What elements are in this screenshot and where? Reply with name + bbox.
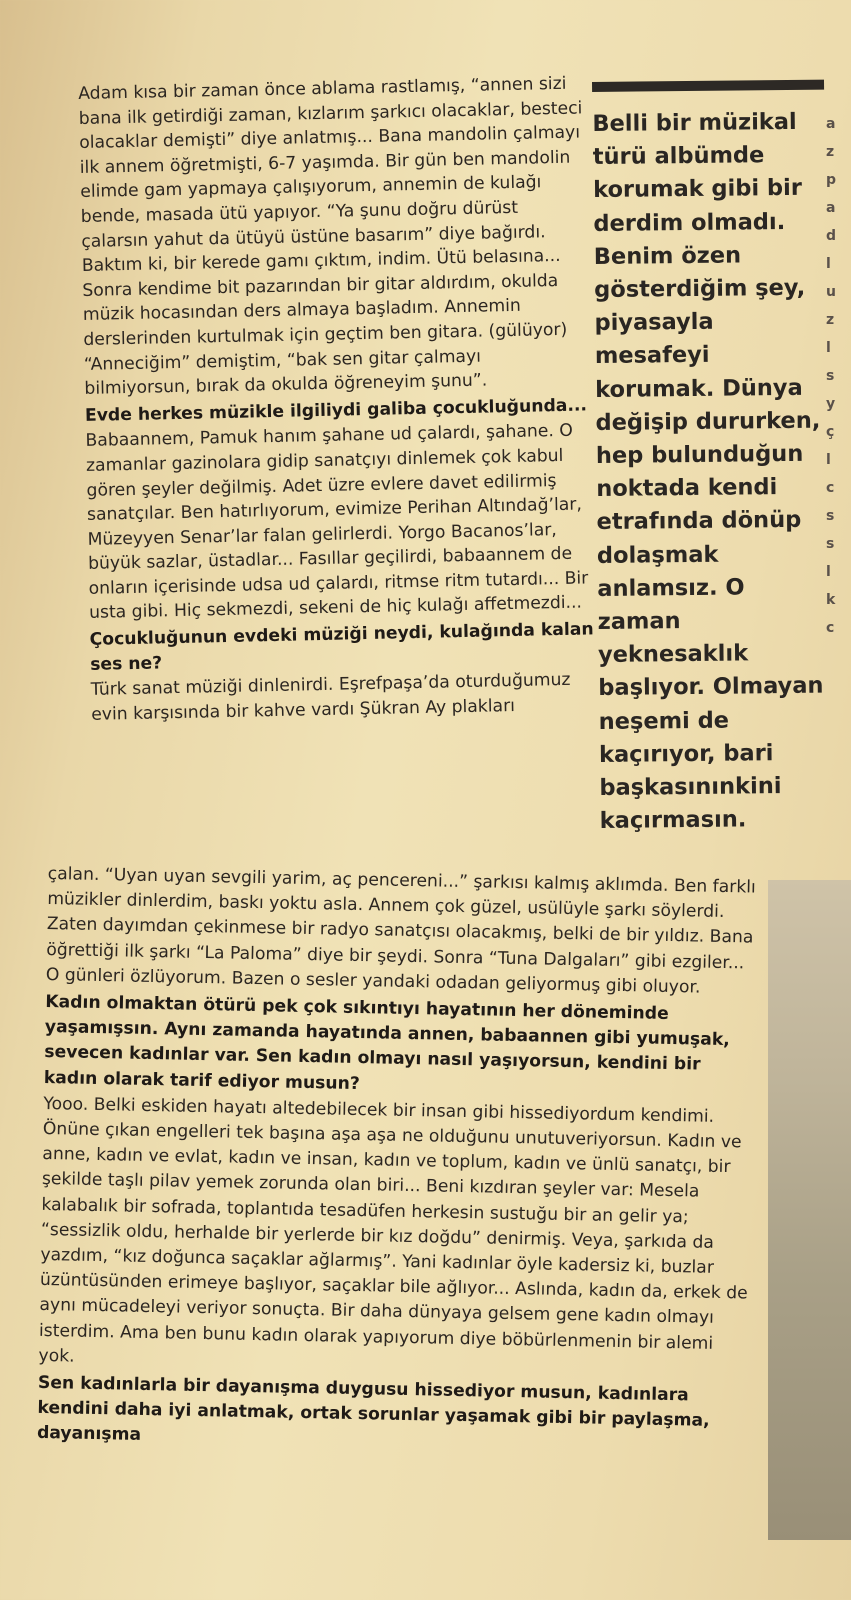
pull-quote — [592, 80, 832, 839]
edge-char: y — [826, 396, 836, 412]
edge-char: z — [826, 144, 835, 160]
side-photo — [768, 880, 851, 1540]
edge-char: a — [826, 116, 836, 132]
paragraph-grandmother: Babaannem, Pamuk hanım şahane ud çalardı, şahane. O zamanlar gazinolara gidip sanatçıyı dinlemek çok kabul gören şeyler değilmiş. Adet üzre evlere davet edilirmiş sanatçılar. Ben hatırlıyorum, evimize Perihan Altındağ’lar, Müzeyyen Senar’lar falan gelirlerdi. Yorgo Bacanos’lar, büyük sazlar, üstadlar... Fasıllar geçilirdi, babaannem de onların içerisinde udsa ud çalardı, ritmse ritm tutardı... Bir usta gibi. Hiç sekmezdi, sekeni de hiç kulağı affetmezdi... — [85, 421, 589, 624]
edge-char: c — [826, 480, 835, 496]
edge-char: s — [826, 536, 835, 552]
edge-char: ç — [826, 424, 835, 440]
edge-char: c — [826, 620, 835, 636]
paragraph-childhood-music-cont: çalan. “Uyan uyan sevgili yarim, aç pencereni...” şarkısı kalmış aklımda. Ben farklı müzikler dinlerdim, baskı yoktu asla. Annem çok güzel, usülüyle şarkı söylerdi. Zaten dayımdan çekinmese bir radyo sanatçısı olacakmış, belki de bir yıldız. Bana öğrettiği ilk şarkı “La Paloma” diye bir şeydi. Sonra “Tuna Dalgaları” gibi ezgiler... O günleri özlüyorum. Bazen o sesler yandaki odadan geliyormuş gibi oluyor. — [45, 863, 756, 998]
edge-char: s — [826, 508, 835, 524]
interview-question-4: Sen kadınlarla bir dayanışma duygusu hissediyor musun, kadınlara kendini daha iyi anlatmak, ortak sorunlar yaşamak gibi bir paylaşma, dayanışma — [36, 1372, 710, 1446]
edge-char: k — [826, 592, 836, 608]
edge-char: l — [826, 256, 831, 272]
edge-char: a — [826, 200, 836, 216]
pull-quote-text: Belli bir müzikal türü albümde korumak gibi bir derdim olmadı. Benim özen gösterdiğim şey, piyasayla mesafeyi korumak. Dünya değişip dururken, hep bulunduğun noktada kendi etrafında dönüp dolaşmak anlamsız. O zaman yeknesaklık başlıyor. Olmayan neşemi de kaçırıyor, bari başkasınınkini kaçırmasın. — [592, 108, 824, 835]
pull-quote-rule — [592, 80, 824, 92]
interview-question-3: Kadın olmaktan ötürü pek çok sıkıntıyı hayatının her döneminde yaşamışsın. Aynı zamanda hayatında annen, babaannen gibi yumuşak, sevecen kadınlar var. Sen kadın olmayı nasıl yaşıyorsun, kendini bir kadın olarak tarif ediyor musun? — [43, 991, 730, 1094]
edge-char: d — [826, 228, 837, 244]
article-column-bottom — [37, 862, 758, 1461]
edge-char: s — [826, 368, 835, 384]
adjacent-page-edge-text — [826, 110, 851, 642]
article-column-top — [78, 71, 596, 727]
edge-char: l — [826, 340, 831, 356]
paragraph-mandolin: Adam kısa bir zaman önce ablama rastlamış, “annen sizi bana ilk getirdiği zaman, kızlarım şarkıcı olacaklar, besteci olacaklar demişti” diye anlatmış... Bana mandolin çalmayı ilk annem öğretmişti, 6-7 yaşımda. Bir gün ben mandolin elimde gam yapmaya çalışıyorum, annemin de kulağı bende, masada ütü yapıyor. “Ya şunu doğru dürüst çalarsın yahut da ütüyü üstüne basarım” diye bağırdı. Baktım ki, bir kerede gamı çıktım, indim. Ütü belasına... Sonra kendime bit pazarından bir gitar aldırdım, okulda müzik hocasından ders almaya başladım. Annemin derslerinden kurtulmak için geçtim ben gitara. (gülüyor) “Anneciğim” demiştim, “bak sen gitar çalmayı bilmiyorsun, bırak da okulda öğreneyim şunu”. — [78, 73, 583, 400]
edge-char: l — [826, 564, 831, 580]
interview-question-2: Çocukluğunun evdeki müziği neydi, kulağında kalan ses ne? — [89, 619, 594, 675]
paragraph-being-woman: Yooo. Belki eskiden hayatı altedebilecek bir insan gibi hissediyordum kendimi. Önüne çıkan engelleri tek başına aşa aşa ne olduğunu unutuveriyorsun. Kadın ve anne, kadın ve evlat, kadın ve insan, kadın ve toplum, kadın ve ünlü sanatçı, bir şekilde taşlı pilav yemek zorunda olan biri... Beni kızdıran şeyler var: Mesela kalabalık bir sofrada, toplantıda tesadüfen herkesin sustuğu bir an gelir ya; “sessizlik oldu, herhalde bir yerlerde bir kız doğdu” denirmiş. Veya, şarkıda da yazdım, “kız doğunca saçaklar ağlarmış”. Yani kadınlar öyle kadersiz ki, buzlar üzüntüsünden erimeye başlıyor, saçaklar bile ağlıyor... Aslında, kadın da, erkek de aynı mücadeleyi veriyor sonuçta. Bir daha dünyaya gelsem gene kadın olmayı isterdim. Ama ben bunu kadın olarak yapıyorum diye böbürlenmenin bir alemi yok. — [38, 1093, 748, 1367]
paragraph-childhood-music: Türk sanat müziği dinlenirdi. Eşrefpaşa’da oturduğumuz evin karşısında bir kahve vardı Şükran Ay plakları — [90, 670, 571, 725]
edge-char: p — [826, 172, 837, 188]
edge-char: u — [826, 284, 836, 300]
edge-char: z — [826, 312, 835, 328]
edge-char: l — [826, 452, 831, 468]
interview-question-1: Evde herkes müzikle ilgiliydi galiba çocukluğunda... — [84, 395, 588, 426]
